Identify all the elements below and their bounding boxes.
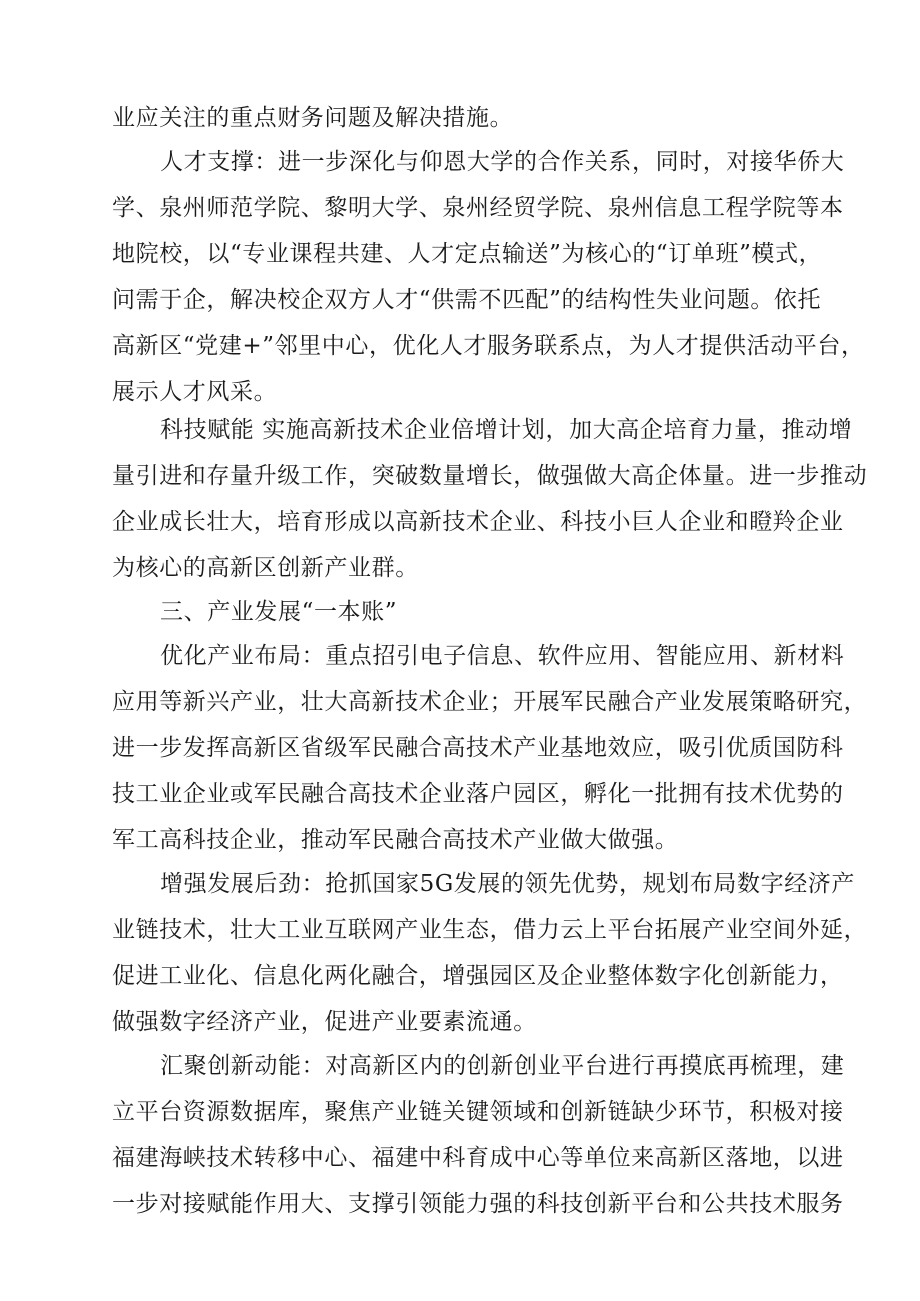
text-line: 量引进和存量升级工作，突破数量增长，做强做大高企体量。进一步推动	[112, 463, 868, 489]
paragraph-industry-layout: 优化产业布局：重点招引电子信息、软件应用、智能应用、新材料	[160, 643, 845, 669]
paragraph-tech-empowerment: 科技赋能 实施高新技术企业倍增计划，加大高企培育力量，推动增	[160, 417, 853, 443]
text-line: 促进工业化、信息化两化融合，增强园区及企业整体数字化创新能力，	[112, 963, 844, 989]
text-line: 福建海峡技术转移中心、福建中科育成中心等单位来高新区落地，以进	[112, 1145, 844, 1171]
text-line: 军工高科技企业，推动军民融合高技术产业做大做强。	[112, 827, 679, 853]
text-line: 高新区“党建+”邻里中心，优化人才服务联系点，为人才提供活动平台，	[112, 333, 865, 359]
text-line: 技工业企业或军民融合高技术企业落户园区，孵化一批拥有技术优势的	[112, 781, 844, 807]
text-line: 做强数字经济产业，促进产业要素流通。	[112, 1009, 537, 1035]
text-line: 问需于企，解决校企双方人才“供需不匹配”的结构性失业问题。依托	[112, 287, 822, 313]
paragraph-talent-support: 人才支撑：进一步深化与仰恩大学的合作关系，同时，对接华侨大	[160, 149, 845, 175]
text-line: 为核心的高新区创新产业群。	[112, 555, 419, 581]
text-line: 业链技术，壮大工业互联网产业生态，借力云上平台拓展产业空间外延，	[112, 917, 868, 943]
text-line: 展示人才风采。	[112, 379, 278, 405]
text-line: 应用等新兴产业，壮大高新技术企业；开展军民融合产业发展策略研究，	[112, 689, 868, 715]
text-line: 地院校，以“专业课程共建、人才定点输送”为核心的“订单班”模式，	[112, 241, 823, 267]
paragraph-innovation-momentum: 汇聚创新动能：对高新区内的创新创业平台进行再摸底再梳理，建	[160, 1053, 845, 1079]
text-line: 一步对接赋能作用大、支撑引领能力强的科技创新平台和公共技术服务	[112, 1191, 844, 1217]
section-heading: 三、产业发展“一本账”	[160, 599, 398, 625]
text-line: 企业成长壮大，培育形成以高新技术企业、科技小巨人企业和瞪羚企业	[112, 509, 844, 535]
paragraph-development-momentum: 增强发展后劲：抢抓国家5G发展的领先优势，规划布局数字经济产	[160, 871, 856, 897]
text-line: 立平台资源数据库，聚焦产业链关键领域和创新链缺少环节，积极对接	[112, 1099, 844, 1125]
text-line: 进一步发挥高新区省级军民融合高技术产业基地效应，吸引优质国防科	[112, 735, 844, 761]
text-line: 业应关注的重点财务问题及解决措施。	[112, 105, 514, 131]
text-line: 学、泉州师范学院、黎明大学、泉州经贸学院、泉州信息工程学院等本	[112, 195, 844, 221]
